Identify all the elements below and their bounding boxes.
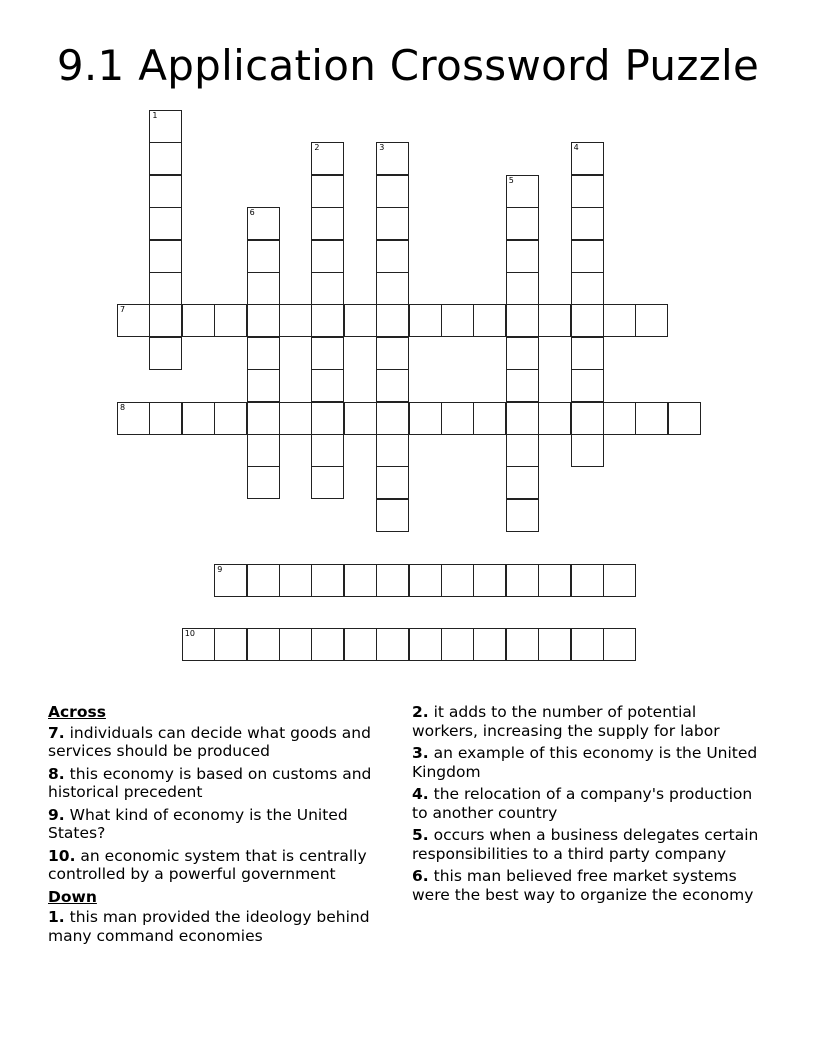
puzzle-title: 9.1 Application Crossword Puzzle: [56, 41, 760, 90]
grid-cell[interactable]: [376, 499, 409, 532]
grid-cell[interactable]: [344, 304, 377, 337]
grid-cell[interactable]: [247, 240, 280, 273]
clue-text: individuals can decide what goods and services should be produced: [48, 723, 371, 760]
grid-cell[interactable]: [506, 304, 539, 337]
clue-across-8: [48, 765, 400, 802]
grid-cell[interactable]: [506, 628, 539, 661]
grid-cell[interactable]: [247, 628, 280, 661]
grid-cell[interactable]: [247, 369, 280, 402]
grid-cell[interactable]: [247, 434, 280, 467]
grid-cell[interactable]: [571, 272, 604, 305]
across-heading: Across: [48, 703, 106, 721]
grid-cell[interactable]: [247, 337, 280, 370]
grid-cell[interactable]: [506, 434, 539, 467]
clue-down-4: [412, 785, 762, 822]
grid-cell[interactable]: [247, 304, 280, 337]
grid-cell[interactable]: [603, 564, 636, 597]
grid-cell[interactable]: [149, 337, 182, 370]
grid-cell[interactable]: [149, 402, 182, 435]
grid-cell[interactable]: [311, 240, 344, 273]
grid-cell[interactable]: [538, 304, 571, 337]
clue-number: 5.: [412, 826, 429, 844]
cell-number: 2: [314, 143, 320, 153]
grid-cell[interactable]: [279, 564, 312, 597]
grid-cell[interactable]: [344, 564, 377, 597]
grid-cell[interactable]: [182, 628, 215, 661]
clues-right-column: [412, 703, 762, 908]
cell-number: 4: [573, 143, 579, 153]
clues-left-column: [48, 703, 400, 949]
clue-down-2: [412, 703, 762, 740]
grid-cell[interactable]: [311, 564, 344, 597]
grid-cell[interactable]: [117, 402, 150, 435]
clue-down-5: [412, 826, 762, 863]
grid-cell[interactable]: [409, 628, 442, 661]
grid-cell[interactable]: [473, 304, 506, 337]
grid-cell[interactable]: [376, 466, 409, 499]
clue-number: 8.: [48, 764, 65, 783]
grid-cell[interactable]: [311, 337, 344, 370]
clue-number: 9.: [48, 805, 65, 824]
clue-number: 3.: [412, 744, 429, 762]
grid-cell[interactable]: [117, 304, 150, 337]
grid-cell[interactable]: [247, 402, 280, 435]
grid-cell[interactable]: [441, 564, 474, 597]
grid-cell[interactable]: [376, 272, 409, 305]
grid-cell[interactable]: [409, 564, 442, 597]
grid-cell[interactable]: [311, 175, 344, 208]
grid-cell[interactable]: [311, 369, 344, 402]
grid-cell[interactable]: [247, 207, 280, 240]
clue-text: this man believed free market systems were the best way to organize the economy: [412, 867, 754, 904]
clue-down-3: [412, 744, 762, 781]
clue-across-9: [48, 806, 400, 843]
grid-cell[interactable]: [214, 628, 247, 661]
clue-text: it adds to the number of potential workers, increasing the supply for labor: [412, 703, 720, 740]
grid-cell[interactable]: [473, 564, 506, 597]
cell-number: 6: [249, 208, 255, 218]
clue-across-7: [48, 724, 400, 761]
clue-number: 1.: [48, 908, 65, 926]
grid-cell[interactable]: [311, 304, 344, 337]
grid-cell[interactable]: [506, 402, 539, 435]
clue-text: the relocation of a company's production to another country: [412, 785, 753, 822]
grid-cell[interactable]: [473, 402, 506, 435]
clue-text: an example of this economy is the United Kingdom: [412, 744, 758, 781]
grid-cell[interactable]: [409, 402, 442, 435]
grid-cell[interactable]: [311, 434, 344, 467]
grid-cell[interactable]: [279, 304, 312, 337]
grid-cell[interactable]: [603, 304, 636, 337]
grid-cell[interactable]: [506, 240, 539, 273]
grid-cell[interactable]: [311, 402, 344, 435]
cell-number: 7: [120, 305, 126, 315]
grid-cell[interactable]: [571, 304, 604, 337]
down-heading: Down: [48, 887, 97, 906]
grid-cell[interactable]: [182, 402, 215, 435]
grid-cell[interactable]: [635, 402, 668, 435]
grid-cell[interactable]: [344, 402, 377, 435]
grid-cell[interactable]: [538, 564, 571, 597]
grid-cell[interactable]: [149, 304, 182, 337]
clue-text: this man provided the ideology behind many command economies: [48, 908, 370, 945]
grid-cell[interactable]: [182, 304, 215, 337]
cell-number: 8: [120, 402, 126, 412]
grid-cell[interactable]: [571, 564, 604, 597]
grid-cell[interactable]: [441, 304, 474, 337]
grid-cell[interactable]: [149, 272, 182, 305]
cell-number: 3: [379, 143, 385, 153]
grid-cell[interactable]: [473, 628, 506, 661]
clue-text: What kind of economy is the United States?: [48, 805, 348, 842]
grid-cell[interactable]: [571, 175, 604, 208]
grid-cell[interactable]: [376, 402, 409, 435]
grid-cell[interactable]: [603, 628, 636, 661]
grid-cell[interactable]: [506, 466, 539, 499]
grid-cell[interactable]: [279, 628, 312, 661]
clue-down-6: [412, 867, 762, 904]
grid-cell[interactable]: [344, 628, 377, 661]
grid-cell[interactable]: [311, 207, 344, 240]
grid-cell[interactable]: [376, 175, 409, 208]
grid-cell[interactable]: [603, 402, 636, 435]
grid-cell[interactable]: [571, 240, 604, 273]
grid-cell[interactable]: [376, 434, 409, 467]
grid-cell[interactable]: [571, 142, 604, 175]
grid-cell[interactable]: [506, 499, 539, 532]
grid-cell[interactable]: [506, 272, 539, 305]
grid-cell[interactable]: [311, 628, 344, 661]
grid-cell[interactable]: [376, 369, 409, 402]
grid-cell[interactable]: [311, 142, 344, 175]
cell-number: 10: [184, 629, 195, 639]
grid-cell[interactable]: [214, 564, 247, 597]
grid-cell[interactable]: [538, 628, 571, 661]
grid-cell[interactable]: [668, 402, 701, 435]
grid-cell[interactable]: [506, 175, 539, 208]
grid-cell[interactable]: [149, 207, 182, 240]
grid-cell[interactable]: [571, 628, 604, 661]
clue-number: 2.: [412, 703, 429, 721]
grid-cell[interactable]: [376, 628, 409, 661]
grid-cell[interactable]: [571, 337, 604, 370]
grid-cell[interactable]: [635, 304, 668, 337]
grid-cell[interactable]: [247, 466, 280, 499]
clue-text: an economic system that is centrally controlled by a powerful government: [48, 846, 367, 883]
grid-cell[interactable]: [376, 240, 409, 273]
grid-cell[interactable]: [506, 337, 539, 370]
grid-cell[interactable]: [506, 207, 539, 240]
grid-cell[interactable]: [376, 564, 409, 597]
grid-cell[interactable]: [376, 304, 409, 337]
clue-text: occurs when a business delegates certain responsibilities to a third party company: [412, 826, 759, 863]
grid-cell[interactable]: [571, 369, 604, 402]
grid-cell[interactable]: [311, 272, 344, 305]
clue-text: this economy is based on customs and historical precedent: [48, 764, 372, 801]
grid-cell[interactable]: [506, 369, 539, 402]
clue-down-1: [48, 908, 400, 945]
grid-cell[interactable]: [149, 240, 182, 273]
cell-number: 9: [217, 564, 223, 574]
grid-cell[interactable]: [376, 337, 409, 370]
grid-cell[interactable]: [571, 207, 604, 240]
clue-number: 7.: [48, 723, 65, 742]
grid-cell[interactable]: [214, 304, 247, 337]
cell-number: 5: [508, 175, 514, 185]
grid-cell[interactable]: [538, 402, 571, 435]
grid-cell[interactable]: [149, 110, 182, 143]
grid-cell[interactable]: [376, 207, 409, 240]
grid-cell[interactable]: [441, 402, 474, 435]
grid-cell[interactable]: [149, 175, 182, 208]
grid-cell[interactable]: [247, 564, 280, 597]
clue-number: 10.: [48, 846, 76, 865]
grid-cell[interactable]: [441, 628, 474, 661]
grid-cell[interactable]: [571, 402, 604, 435]
grid-cell[interactable]: [376, 142, 409, 175]
grid-cell[interactable]: [247, 272, 280, 305]
clue-across-10: [48, 847, 400, 884]
grid-cell[interactable]: [506, 564, 539, 597]
grid-cell[interactable]: [571, 434, 604, 467]
clue-number: 4.: [412, 785, 429, 803]
cell-number: 1: [152, 111, 158, 120]
grid-cell[interactable]: [409, 304, 442, 337]
grid-cell[interactable]: [279, 402, 312, 435]
clue-number: 6.: [412, 867, 429, 885]
grid-cell[interactable]: [149, 142, 182, 175]
grid-cell[interactable]: [214, 402, 247, 435]
grid-cell[interactable]: [311, 466, 344, 499]
